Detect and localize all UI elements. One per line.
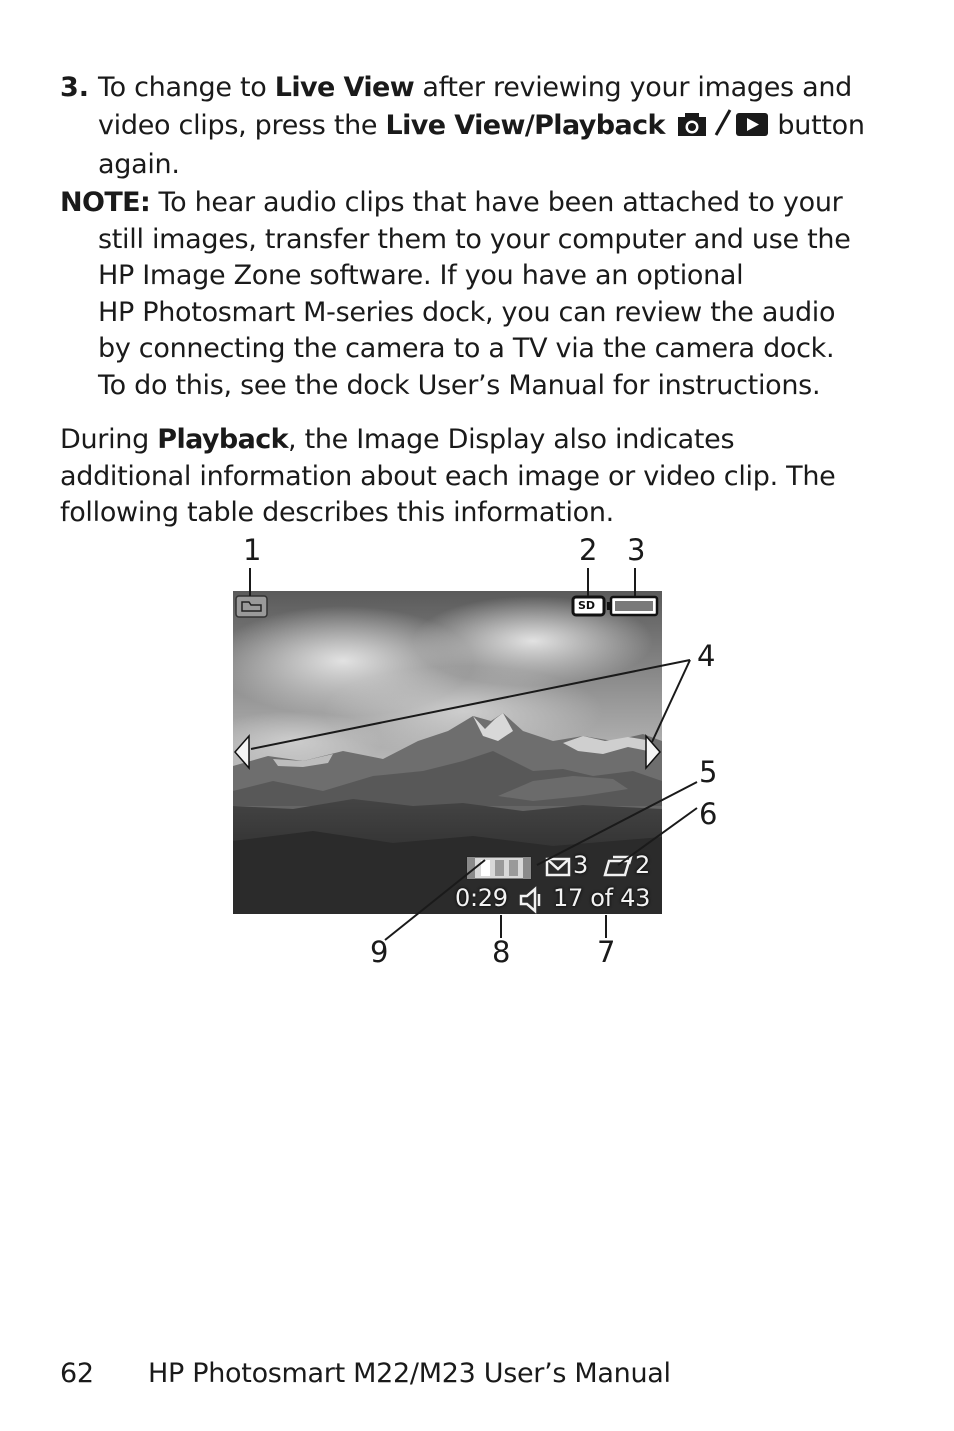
slash-separator	[711, 107, 735, 148]
callout-leaders	[225, 530, 745, 970]
playback-icon	[735, 111, 769, 148]
live-view-term: Live View	[274, 72, 415, 103]
callout-9: 9	[370, 935, 389, 969]
note-body: still images, transfer them to your computer and use the HP Image Zone software. If you have an optional HP Photosmart M-series dock, you can review the audio by connecting the camera to a TV via the camera dock. To do this, see the dock User’s Manual for instructions.	[98, 223, 851, 401]
page-number: 62	[60, 1358, 94, 1389]
step-number: 3.	[60, 72, 90, 103]
print-count: 2	[635, 851, 650, 879]
callout-5: 5	[699, 755, 718, 789]
callout-4: 4	[697, 639, 716, 673]
callout-2: 2	[579, 533, 598, 567]
note-first-line: NOTE: To hear audio clips that have been attached to your	[60, 187, 843, 218]
note-label: NOTE:	[60, 187, 151, 218]
playback-paragraph: During Playback, the Image Display also indicates additional information about each image or video clip. The following table describes this information.	[60, 424, 836, 528]
playback-term: Playback	[157, 424, 288, 455]
email-count: 3	[573, 851, 588, 879]
callout-6: 6	[699, 797, 718, 831]
image-display-figure	[225, 530, 745, 970]
callout-1: 1	[243, 533, 262, 567]
callout-7: 7	[597, 935, 616, 969]
callout-8: 8	[492, 935, 511, 969]
image-position: 17 of 43	[553, 884, 651, 912]
clip-duration: 0:29	[455, 884, 508, 912]
live-view-playback-term: Live View/Playback	[385, 109, 665, 141]
sd-card-label: SD	[578, 599, 596, 612]
camera-icon	[673, 111, 711, 148]
callout-3: 3	[627, 533, 646, 567]
step-3-text: To change to Live View after reviewing your images and video clips, press the Live View/Playback button again.	[98, 72, 865, 180]
footer-title: HP Photosmart M22/M23 User’s Manual	[148, 1358, 671, 1389]
